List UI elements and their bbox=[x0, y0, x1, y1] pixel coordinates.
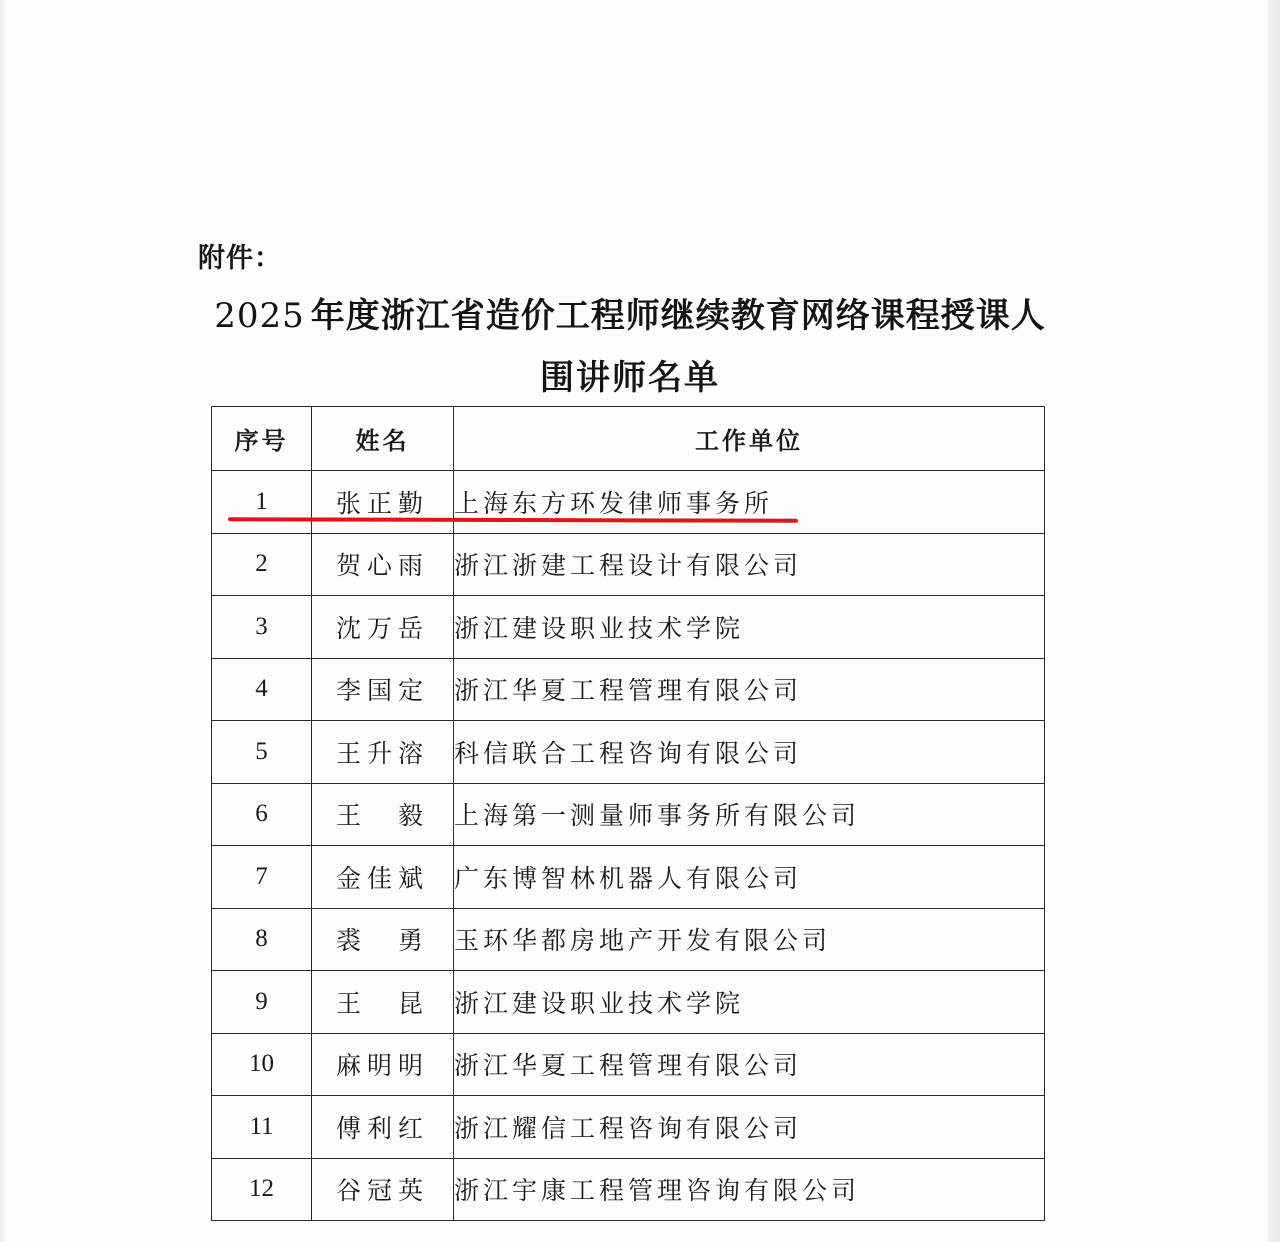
row-name: 王升溶 bbox=[312, 721, 454, 784]
row-organization: 浙江华夏工程管理有限公司 bbox=[454, 1033, 1045, 1096]
row-name: 沈万岳 bbox=[312, 596, 454, 659]
row-index: 8 bbox=[212, 908, 312, 971]
row-index: 10 bbox=[212, 1033, 312, 1096]
lecturer-table bbox=[211, 406, 1045, 1221]
scan-edge-right bbox=[1268, 0, 1280, 1242]
row-organization: 浙江宇康工程管理咨询有限公司 bbox=[454, 1158, 1045, 1221]
row-index: 4 bbox=[212, 658, 312, 721]
row-organization: 浙江浙建工程设计有限公司 bbox=[454, 533, 1045, 596]
table-row bbox=[212, 721, 1045, 784]
row-index: 9 bbox=[212, 971, 312, 1034]
row-name: 张正勤 bbox=[312, 471, 454, 534]
header-organization: 工作单位 bbox=[454, 407, 1045, 471]
row-organization: 浙江建设职业技术学院 bbox=[454, 971, 1045, 1034]
title-line1-text: 年度浙江省造价工程师继续教育网络课程授课人 bbox=[310, 296, 1046, 336]
row-name: 王 毅 bbox=[312, 783, 454, 846]
table-row bbox=[212, 1033, 1045, 1096]
row-index: 2 bbox=[212, 533, 312, 596]
row-name: 麻明明 bbox=[312, 1033, 454, 1096]
row-name: 裘 勇 bbox=[312, 908, 454, 971]
row-index: 7 bbox=[212, 846, 312, 909]
row-index: 12 bbox=[212, 1158, 312, 1221]
row-organization: 玉环华都房地产开发有限公司 bbox=[454, 908, 1045, 971]
table-row bbox=[212, 471, 1045, 534]
row-organization: 浙江建设职业技术学院 bbox=[454, 596, 1045, 659]
table-header-row bbox=[212, 407, 1045, 471]
document-title-line1 bbox=[180, 288, 1080, 337]
row-name: 傅利红 bbox=[312, 1096, 454, 1159]
table-row bbox=[212, 846, 1045, 909]
header-name: 姓名 bbox=[312, 407, 454, 471]
table-row bbox=[212, 596, 1045, 659]
row-index: 1 bbox=[212, 471, 312, 534]
table-row bbox=[212, 1096, 1045, 1159]
row-name: 贺心雨 bbox=[312, 533, 454, 596]
row-index: 5 bbox=[212, 721, 312, 784]
table-row bbox=[212, 533, 1045, 596]
table-row bbox=[212, 1158, 1045, 1221]
row-organization: 上海东方环发律师事务所 bbox=[454, 471, 1045, 534]
table-row bbox=[212, 971, 1045, 1034]
table-row bbox=[212, 783, 1045, 846]
row-name: 王 昆 bbox=[312, 971, 454, 1034]
row-name: 谷冠英 bbox=[312, 1158, 454, 1221]
row-index: 6 bbox=[212, 783, 312, 846]
row-index: 3 bbox=[212, 596, 312, 659]
row-index: 11 bbox=[212, 1096, 312, 1159]
table-row bbox=[212, 658, 1045, 721]
row-organization: 广东博智林机器人有限公司 bbox=[454, 846, 1045, 909]
document-title-line2: 围讲师名单 bbox=[540, 358, 720, 398]
row-name: 金佳斌 bbox=[312, 846, 454, 909]
row-organization: 上海第一测量师事务所有限公司 bbox=[454, 783, 1045, 846]
row-name: 李国定 bbox=[312, 658, 454, 721]
attachment-label: 附件： bbox=[198, 243, 282, 274]
table-row bbox=[212, 908, 1045, 971]
row-organization: 科信联合工程咨询有限公司 bbox=[454, 721, 1045, 784]
header-index: 序号 bbox=[212, 407, 312, 471]
scan-edge-left bbox=[0, 0, 6, 1242]
row-organization: 浙江耀信工程咨询有限公司 bbox=[454, 1096, 1045, 1159]
title-year: 2025 bbox=[214, 296, 305, 336]
row-organization: 浙江华夏工程管理有限公司 bbox=[454, 658, 1045, 721]
